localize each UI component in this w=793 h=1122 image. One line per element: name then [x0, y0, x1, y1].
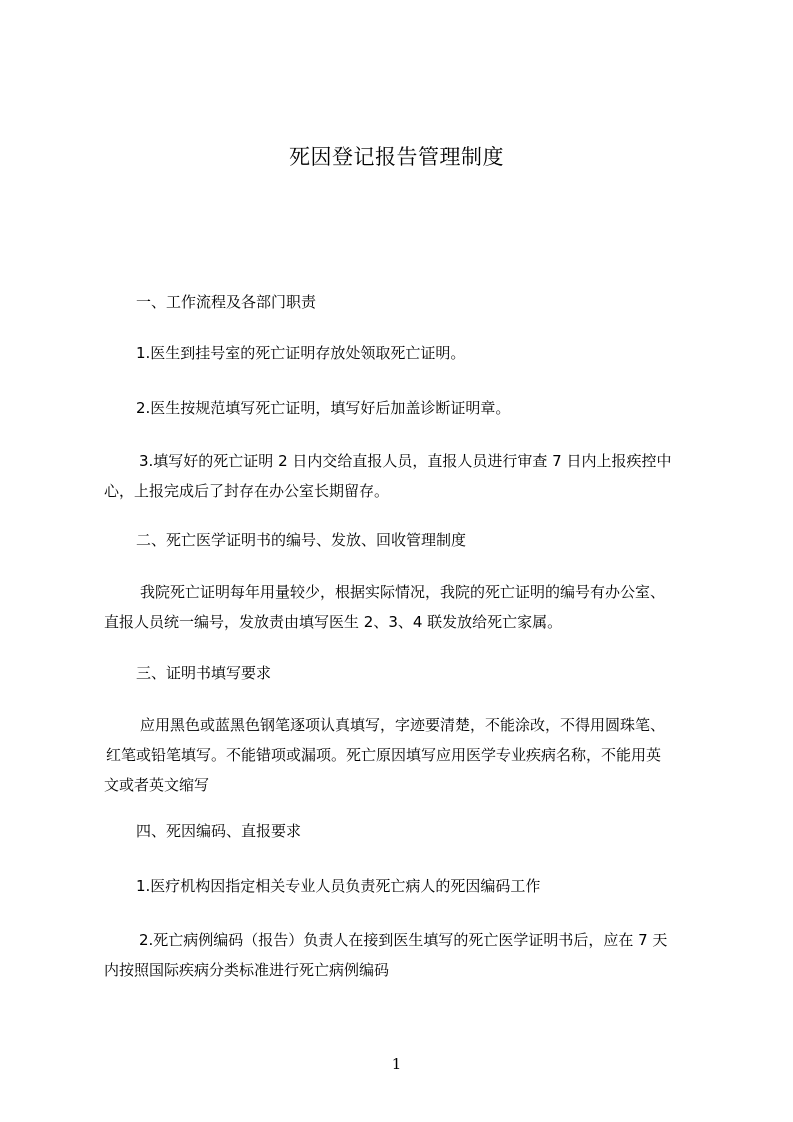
text-line: 3.填写好的死亡证明 2 日内交给直报人员，直报人员进行审查 7 日内上报疾控中	[139, 452, 672, 470]
text-line: 我院死亡证明每年用量较少，根据实际情况，我院的死亡证明的编号有办公室、	[140, 583, 666, 601]
document-title: 死因登记报告管理制度	[289, 145, 504, 169]
paragraph	[104, 393, 700, 423]
paragraph	[104, 925, 700, 985]
paragraph	[104, 577, 700, 637]
paragraph	[104, 446, 700, 506]
paragraph	[104, 710, 700, 800]
text-line: 1.医生到挂号室的死亡证明存放处领取死亡证明。	[136, 344, 466, 362]
section-heading: 四、死因编码、直报要求	[136, 822, 302, 840]
text-line: 直报人员统一编号，发放责由填写医生 2、3、4 联发放给死亡家属。	[104, 613, 563, 631]
text-line: 1.医疗机构因指定相关专业人员负责死亡病人的死因编码工作	[136, 877, 541, 895]
page-number: 1	[391, 1055, 402, 1073]
text-line: 心，上报完成后了封存在办公室长期留存。	[104, 482, 390, 500]
text-line: 2.死亡病例编码（报告）负责人在接到医生填写的死亡医学证明书后，应在 7 天	[139, 931, 668, 949]
text-line: 文或者英文缩写	[104, 776, 210, 794]
section-heading: 二、死亡医学证明书的编号、发放、回收管理制度	[136, 531, 467, 549]
paragraph	[104, 871, 700, 901]
text-line: 红笔或铅笔填写。不能错项或漏项。死亡原因填写应用医学专业疾病名称，不能用英	[106, 746, 662, 764]
text-line: 内按照国际疾病分类标准进行死亡病例编码	[104, 961, 390, 979]
section-heading: 一、工作流程及各部门职责	[136, 293, 317, 311]
section-heading: 三、证明书填写要求	[136, 664, 272, 682]
paragraph	[104, 338, 700, 368]
text-line: 2.医生按规范填写死亡证明，填写好后加盖诊断证明章。	[136, 399, 511, 417]
text-line: 应用黑色或蓝黑色钢笔逐项认真填写，字迹要清楚，不能涂改，不得用圆珠笔、	[140, 716, 666, 734]
